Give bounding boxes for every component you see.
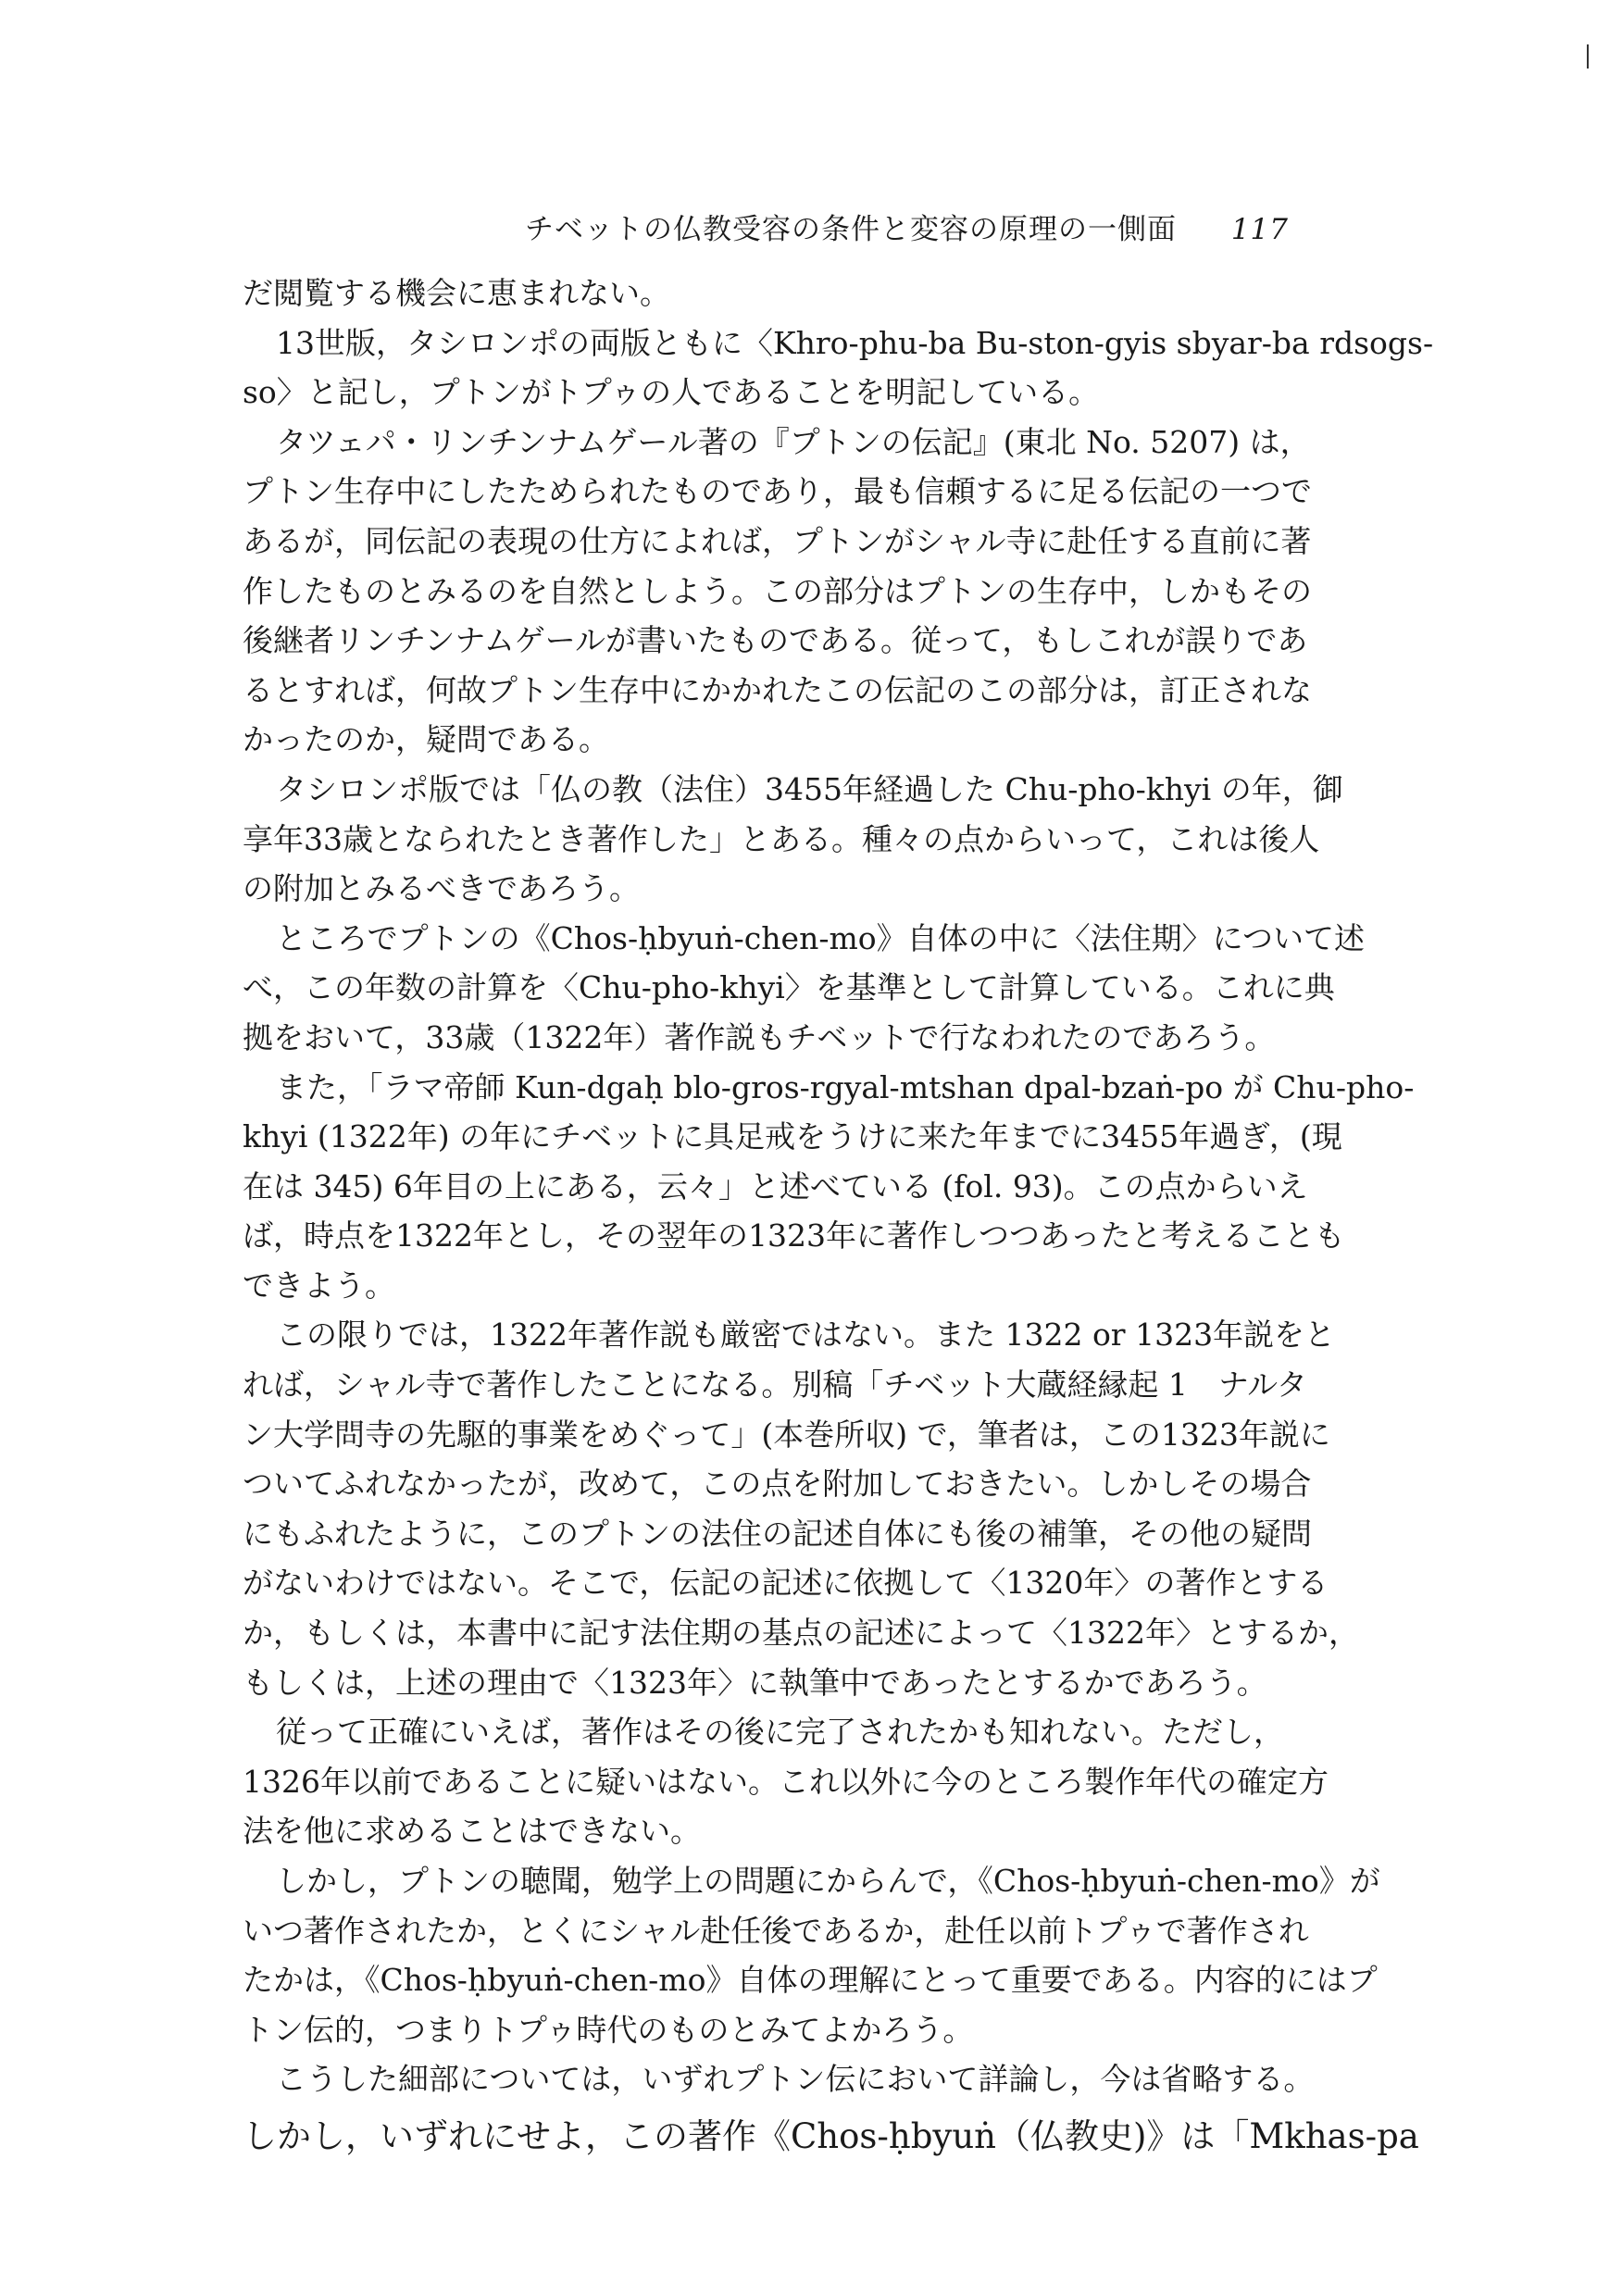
text-line: 後継者リンチンナムゲールが書いたものである。従って，もしこれが誤りであ bbox=[243, 622, 1308, 659]
paragraph-start: また，「ラマ帝師 Kun-dgaḥ blo-gros-rgyal-mtshan dpal-bzaṅ-po が Chu-pho- bbox=[276, 1068, 1415, 1105]
text-line: khyi (1322年) の年にチベットに具足戒をうけに来た年までに3455年過ぎ，(現 bbox=[243, 1118, 1342, 1155]
paragraph-start: タシロンポ版では「仏の教（法住）3455年経過した Chu-pho-khyi の年，御 bbox=[276, 770, 1343, 807]
paragraph-start: ところでプトンの《Chos-ḥbyuṅ-chen-mo》自体の中に〈法住期〉について述 bbox=[276, 919, 1365, 956]
text-line: かったのか，疑問である。 bbox=[243, 721, 609, 758]
text-line: だ閲覧する機会に恵まれない。 bbox=[243, 275, 670, 311]
body-text bbox=[243, 268, 1434, 2162]
paragraph-start: しかし，プトンの聴聞，勉学上の問題にからんで，《Chos-ḥbyuṅ-chen-mo》が bbox=[276, 1863, 1380, 1899]
text-line: 享年33歳となられたとき著作した」とある。種々の点からいって，これは後人 bbox=[243, 820, 1320, 857]
text-line: あるが，同伝記の表現の仕方によれば，プトンがシャル寺に赴任する直前に著 bbox=[243, 522, 1312, 559]
text-line: もしくは，上述の理由で〈1323年〉に執筆中であったとするかであろう。 bbox=[243, 1664, 1267, 1701]
text-line: がないわけではない。そこで，伝記の記述に依拠して〈1320年〉の著作とする bbox=[243, 1565, 1329, 1602]
text-line: るとすれば，何故プトン生存中にかかれたこの伝記のこの部分は，訂正されな bbox=[243, 671, 1312, 708]
text-line: 拠をおいて，33歳（1322年）著作説もチベットで行なわれたのであろう。 bbox=[243, 1018, 1276, 1055]
text-line: 作したものとみるのを自然としよう。この部分はプトンの生存中，しかもその bbox=[243, 572, 1312, 609]
paragraph-start: こうした細部については，いずれプトン伝において詳論し，今は省略する。 bbox=[276, 2061, 1315, 2098]
text-line: べ，この年数の計算を〈Chu-pho-khyi〉を基準として計算している。これに典 bbox=[243, 969, 1335, 1006]
running-header bbox=[525, 206, 1289, 247]
text-line: ば，時点を1322年とし，その翌年の1323年に著作しつつあったと考えることも bbox=[243, 1217, 1345, 1254]
text-line: プトン生存中にしたためられたものであり，最も信頼するに足る伝記の一つで bbox=[243, 473, 1312, 510]
paragraph-start: この限りでは，1322年著作説も厳密ではない。また 1322 or 1323年説をと bbox=[276, 1316, 1336, 1354]
text-line: so〉と記し，プトンがトプゥの人であることを明記している。 bbox=[243, 374, 1100, 411]
paragraph-start: 13世版，タシロンポの両版ともに〈Khro-phu-ba Bu-ston-gyis sbyar-ba rdsogs- bbox=[276, 324, 1434, 361]
text-line: できよう。 bbox=[243, 1267, 395, 1304]
text-line: 法を他に求めることはできない。 bbox=[243, 1813, 701, 1850]
text-line: ン大学問寺の先駆的事業をめぐって」(本巻所収) で，筆者は，この1323年説に bbox=[243, 1416, 1330, 1453]
text-line: しかし，いずれにせよ，この著作《Chos-ḥbyuṅ（仏教史)》は「Mkhas-pa bbox=[243, 2115, 1419, 2156]
text-line: いつ著作されたか，とくにシャル赴任後であるか，赴任以前トプゥで著作され bbox=[243, 1912, 1309, 1949]
running-title: チベットの仏教受容の条件と変容の原理の一側面 bbox=[524, 213, 1177, 246]
scan-edge-mark bbox=[1587, 44, 1589, 69]
paragraph-start: タツェパ・リンチンナムゲール著の『プトンの伝記』(東北 No. 5207) は， bbox=[276, 423, 1311, 460]
text-line: たかは，《Chos-ḥbyuṅ-chen-mo》自体の理解にとって重要である。内容的にはプ bbox=[243, 1962, 1378, 1999]
text-line: ついてふれなかったが，改めて，この点を附加しておきたい。しかしその場合 bbox=[243, 1466, 1312, 1503]
text-line: か，もしくは，本書中に記す法住期の基点の記述によって〈1322年〉とするか， bbox=[243, 1615, 1359, 1652]
text-line: 1326年以前であることに疑いはない。これ以外に今のところ製作年代の確定方 bbox=[243, 1763, 1329, 1800]
text-line: トン伝的，つまりトプゥ時代のものとみてよかろう。 bbox=[243, 2011, 974, 2048]
page-number: 117 bbox=[1230, 213, 1289, 246]
paragraph-start: 従って正確にいえば，著作はその後に完了されたかも知れない。ただし， bbox=[276, 1714, 1284, 1751]
text-line: 在は 345) 6年目の上にある，云々」と述べている (fol. 93)。この点からいえ bbox=[243, 1167, 1308, 1204]
text-line: れば，シャル寺で著作したことになる。別稿「チベット大蔵経縁起 1 ナルタ bbox=[243, 1366, 1307, 1404]
text-line: の附加とみるべきであろう。 bbox=[243, 870, 640, 907]
text-line: にもふれたように，このプトンの法住の記述自体にも後の補筆，その他の疑問 bbox=[243, 1515, 1312, 1552]
